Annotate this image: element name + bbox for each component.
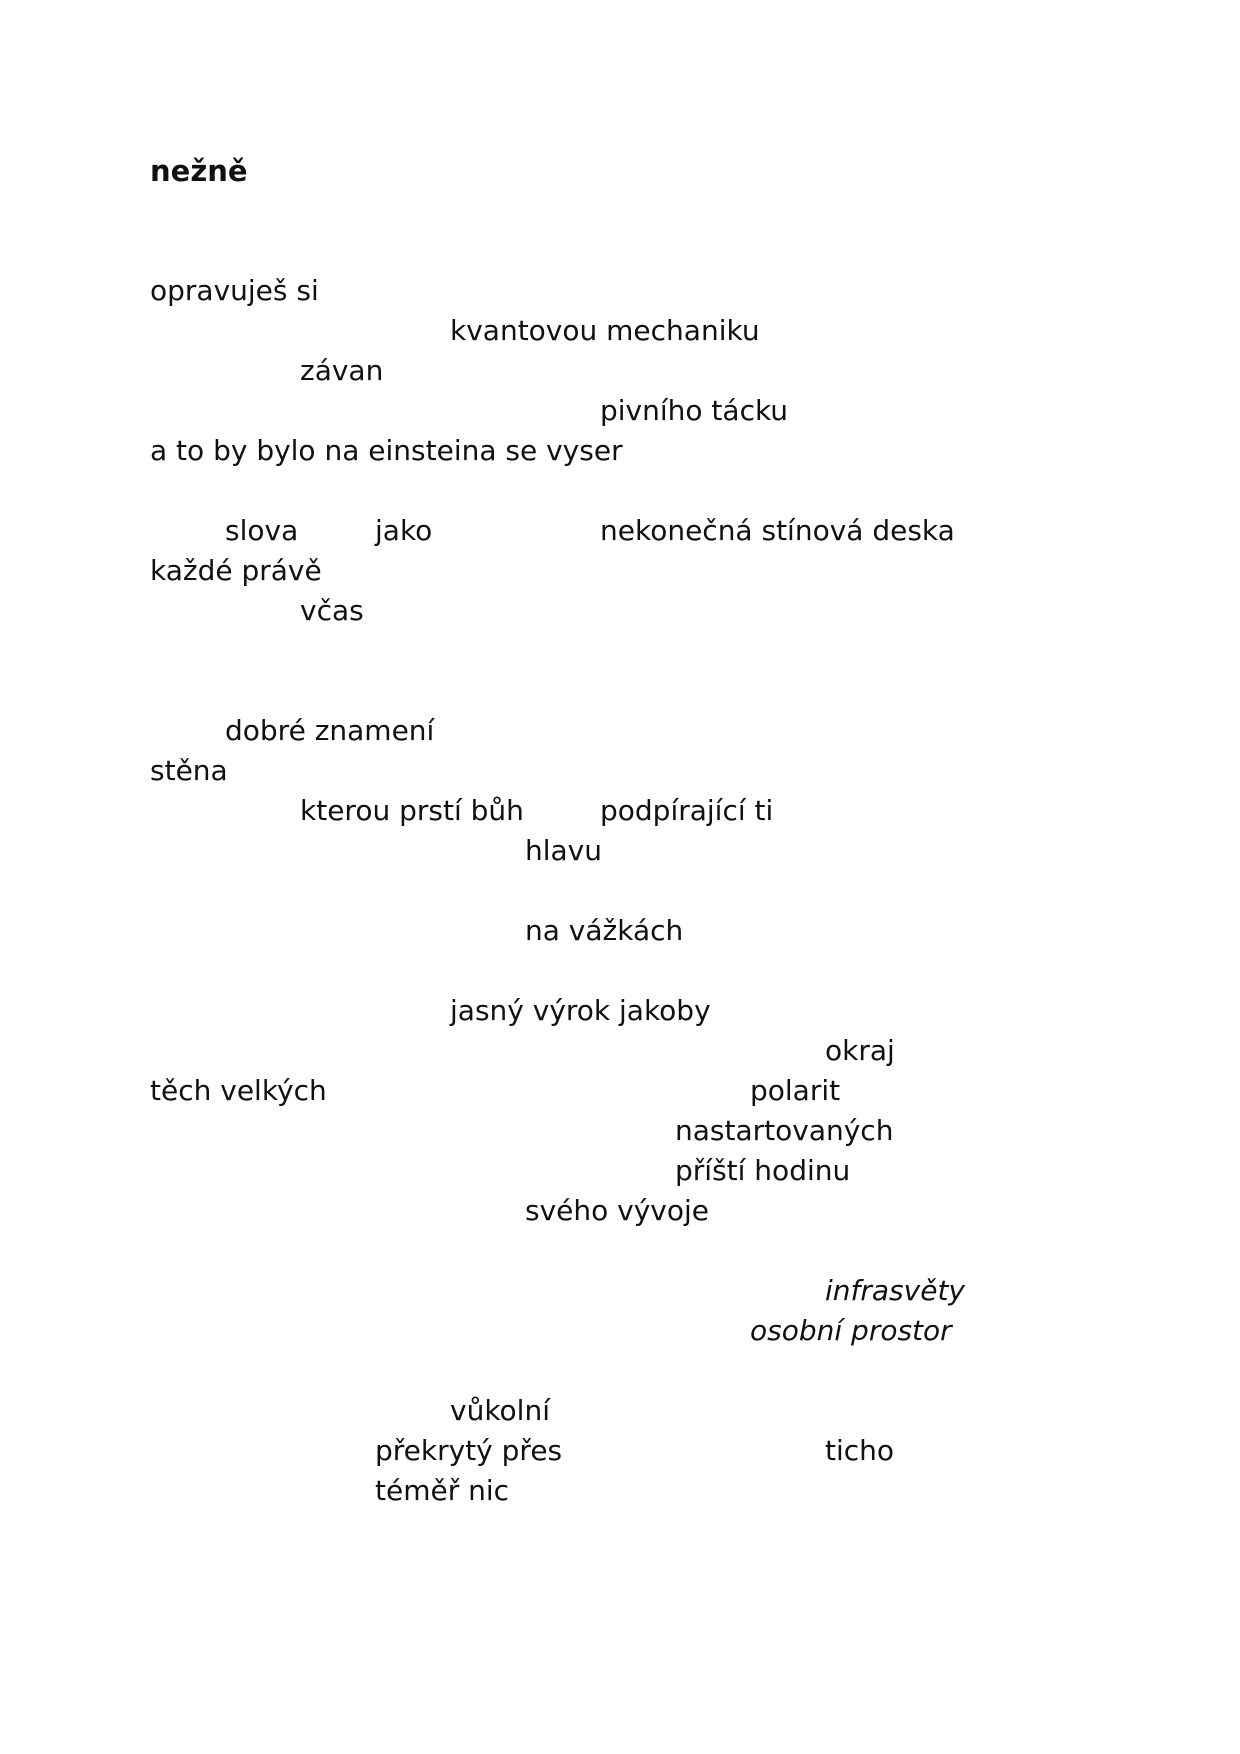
poem-line: příští hodinu xyxy=(675,1154,851,1187)
poem-line: každé právě xyxy=(150,554,322,587)
poem-line: kterou prstí bůh xyxy=(300,794,524,827)
poem-line: včas xyxy=(300,594,364,627)
poem-title: nežně xyxy=(150,154,248,188)
poem-line: hlavu xyxy=(525,834,602,867)
poem-line: stěna xyxy=(150,754,228,787)
poem-line: překrytý přes xyxy=(375,1434,563,1467)
poem-line: svého vývoje xyxy=(525,1194,710,1227)
poem-line: slova xyxy=(225,514,299,547)
poem-line: dobré znamení xyxy=(225,714,435,747)
poem-line: na vážkách xyxy=(525,914,684,947)
poem-line: jako xyxy=(375,514,433,547)
poem-line: závan xyxy=(300,354,384,387)
poem-line: opravuješ si xyxy=(150,274,319,307)
poem-line: nekonečná stínová deska xyxy=(600,514,955,547)
poem-line: polarit xyxy=(750,1074,841,1107)
poem-line: a to by bylo na einsteina se vyser xyxy=(150,434,623,467)
poem-line: okraj xyxy=(825,1034,895,1067)
poem-line: pivního tácku xyxy=(600,394,789,427)
poem-line: jasný výrok jakoby xyxy=(450,994,711,1027)
poem-line: kvantovou mechaniku xyxy=(450,314,760,347)
poem-line: nastartovaných xyxy=(675,1114,894,1147)
poem-line-italic: infrasvěty xyxy=(825,1274,965,1307)
poem-line: podpírající ti xyxy=(600,794,774,827)
poem-line: vůkolní xyxy=(450,1394,550,1427)
poem-line: téměř nic xyxy=(375,1474,510,1507)
poem-line: ticho xyxy=(825,1434,895,1467)
poem-line: těch velkých xyxy=(150,1074,327,1107)
poem-line-italic: osobní prostor xyxy=(750,1314,952,1347)
